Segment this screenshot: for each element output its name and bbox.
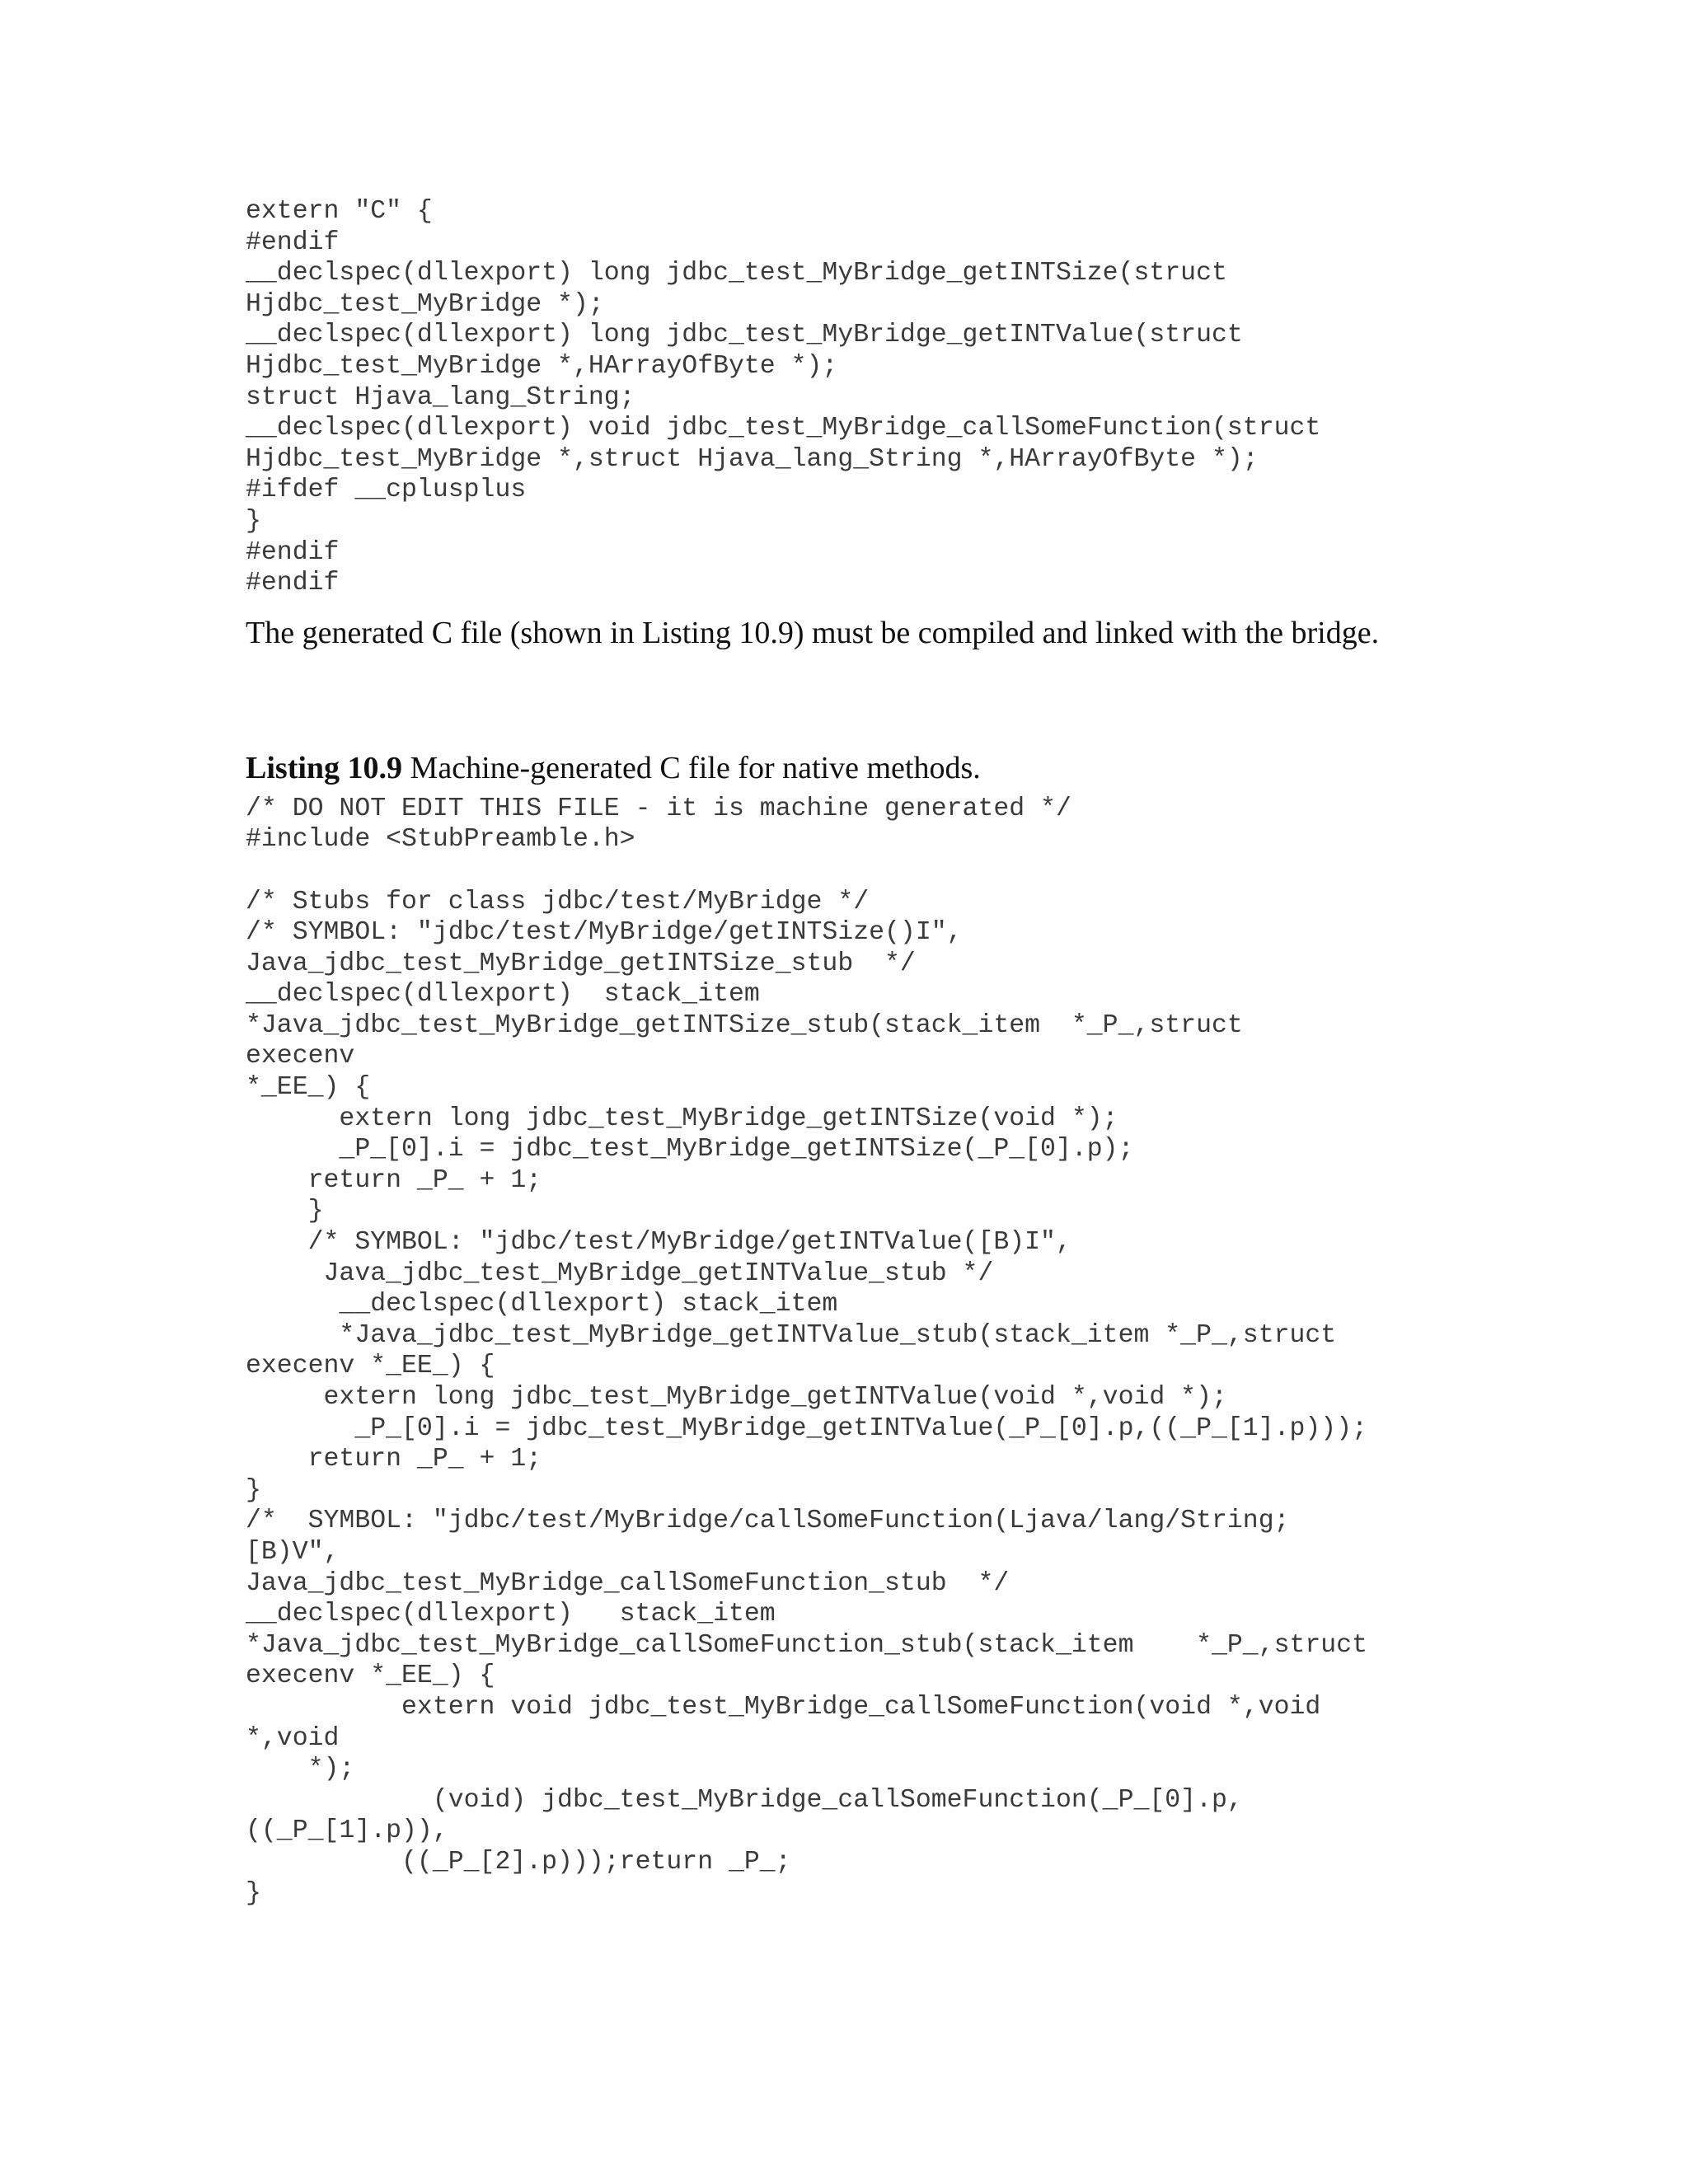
listing-caption-label: Listing 10.9 [246,750,403,785]
document-page [246,196,1482,1909]
listing-caption [246,749,1482,787]
listing-code-block: /* DO NOT EDIT THIS FILE - it is machine generated */ #include <StubPreamble.h> /* Stubs for class jdbc/test/MyBridge */ /* SYMBOL: "jdbc/test/MyBridge/getINTSize()I", Java_jdbc_test_MyBridge_getINTSize_stub */ __declspec(dllexport) stack_item *Java_jdbc_test_MyBridge_getINTSize_stub(stack_item *_P_,struct execenv *_EE_) { extern long jdbc_test_MyBridge_getINTSize(void *); _P_[0].i = jdbc_test_MyBridge_getINTSize(_P_[0].p); return _P_ + 1; } /* SYMBOL: "jdbc/test/MyBridge/getINTValue([B)I", Java_jdbc_test_MyBridge_getINTValue_stub */ __declspec(dllexport) stack_item *Java_jdbc_test_MyBridge_getINTValue_stub(stack_item *_P_,struct execenv *_EE_) { extern long jdbc_test_MyBridge_getINTValue(void *,void *); _P_[0].i = jdbc_test_MyBridge_getINTValue(_P_[0].p,((_P_[1].p))); return _P_ + 1; } /* SYMBOL: "jdbc/test/MyBridge/callSomeFunction(Ljava/lang/String; [B)V", Java_jdbc_test_MyBridge_callSomeFunction_stub */ __declspec(dllexport) stack_item *Java_jdbc_test_MyBridge_callSomeFunction_stub(stack_item *_P_,struct execenv *_EE_) { extern void jdbc_test_MyBridge_callSomeFunction(void *,void *,void *); (void) jdbc_test_MyBridge_callSomeFunction(_P_[0].p, ((_P_[1].p)), ((_P_[2].p)));return _P_; } [246,794,1368,1908]
body-paragraph: The generated C file (shown in Listing 10.9) must be compiled and linked with the bridge. [246,615,1380,650]
listing-caption-title: Machine-generated C file for native methods. [402,750,981,785]
header-code-block: extern "C" { #endif __declspec(dllexport) long jdbc_test_MyBridge_getINTSize(struct Hjdbc_test_MyBridge *); __declspec(dllexport) long jdbc_test_MyBridge_getINTValue(struct Hjdbc_test_MyBridge *,HArrayOfByte *); struct Hjava_lang_String; __declspec(dllexport) void jdbc_test_MyBridge_callSomeFunction(struct Hjdbc_test_MyBridge *,struct Hjava_lang_String *,HArrayOfByte *); #ifdef __cplusplus } #endif #endif [246,197,1321,598]
